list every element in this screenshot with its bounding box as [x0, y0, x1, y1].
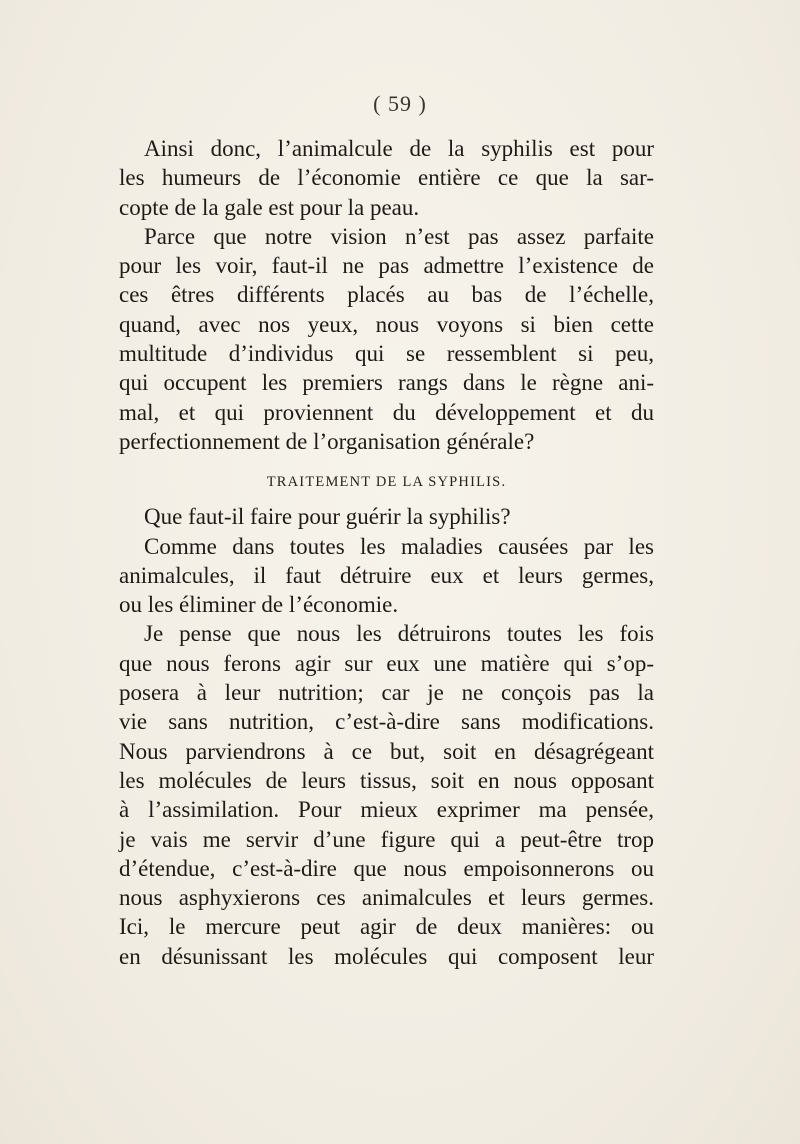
text-line: perfectionnement de l’organisation générale? [119, 428, 535, 454]
text-line: quand, avec nos yeux, nous voyons si bien cette [119, 311, 654, 337]
text-line: copte de la gale est pour la peau. [119, 194, 420, 220]
text-line: vie sans nutrition, c’est-à-dire sans modifications. [119, 709, 654, 735]
text-line: qui occupent les premiers rangs dans le règne ani- [119, 370, 654, 396]
text-line: multitude d’individus qui se ressemblent si peu, [119, 341, 654, 367]
text-line: ou les éliminer de l’économie. [119, 592, 399, 618]
text-line: que nous ferons agir sur eux une matière qui s’op- [119, 650, 654, 676]
text-line: Que faut-il faire pour guérir la syphilis? [144, 504, 511, 530]
text-line: posera à leur nutrition; car je ne conçois pas la [119, 680, 654, 706]
text-line: Comme dans toutes les maladies causées par les [144, 533, 654, 559]
text-line: les molécules de leurs tissus, soit en nous opposant [119, 767, 654, 793]
text-line: à l’assimilation. Pour mieux exprimer ma pensée, [119, 797, 654, 823]
text-line: Parce que notre vision n’est pas assez parfaite [144, 223, 654, 249]
text-line: les humeurs de l’économie entière ce que la sar- [119, 165, 654, 191]
text-line: Nous parviendrons à ce but, soit en désagrégeant [119, 738, 654, 764]
text-line: d’étendue, c’est-à-dire que nous empoisonnerons ou [119, 855, 654, 881]
text-line: Ainsi donc, l’animalcule de la syphilis est pour [144, 136, 654, 161]
text-line: pour les voir, faut-il ne pas admettre l’existence de [119, 253, 654, 279]
section-heading: TRAITEMENT DE LA SYPHILIS. [266, 474, 507, 491]
text-line: mal, et qui proviennent du développement et du [119, 399, 654, 425]
body-text [119, 134, 654, 971]
text-line: Ici, le mercure peut agir de deux manières: ou [119, 914, 654, 940]
text-line: nous asphyxierons ces animalcules et leurs germes. [119, 885, 654, 911]
section-heading-row [119, 456, 654, 502]
text-line: en désunissant les molécules qui composent leur [119, 943, 654, 969]
text-line: ces êtres différents placés au bas de l’échelle, [119, 282, 654, 308]
page-number: ( 59 ) [373, 91, 427, 116]
text-line: je vais me servir d’une figure qui a peut-être trop [119, 826, 654, 852]
text-line: Je pense que nous les détruirons toutes les fois [144, 621, 654, 647]
text-line: animalcules, il faut détruire eux et leurs germes, [119, 562, 654, 588]
